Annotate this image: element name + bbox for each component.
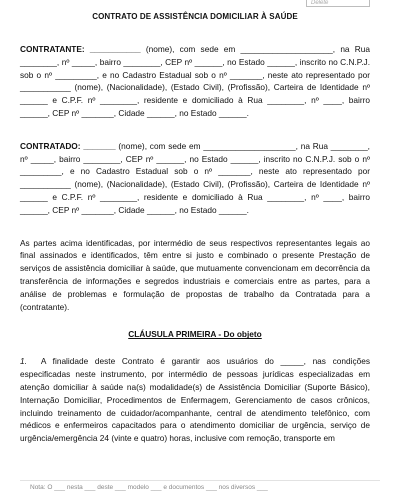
document-title: CONTRATO DE ASSISTÊNCIA DOMICILIAR À SAÚDE xyxy=(92,12,298,21)
preamble-paragraph: As partes acima identificadas, por intermédio de seus respectivos representantes legais ao final assinados e identificados, têm entre si justo e combinado o presente Prestação de serviços de assistência domiciliar à saúde, que mutuamente convencionam em decorrência da transferência de informações e segredos industriais e comerciais entre as partes, para a análise de problemas e formulação de propostas de trabalho da Contratada para a (contratante). xyxy=(20,237,370,312)
contratado-label: CONTRATADO: _______ xyxy=(20,140,116,151)
clause-title: CLÁUSULA PRIMEIRA - Do objeto xyxy=(128,329,262,340)
contratante-paragraph xyxy=(20,43,370,120)
delete-field[interactable]: Delete xyxy=(306,0,370,7)
clause-number: 1. xyxy=(20,356,27,367)
footer-divider xyxy=(20,480,380,481)
clause-1-paragraph xyxy=(20,355,370,445)
document-page xyxy=(20,12,370,445)
contratante-label: CONTRATANTE: ___________ xyxy=(20,44,141,54)
contratante-text: (nome), com sede em ____________________, na Rua ________, nº _____, bairro ________, CEP nº ______, no Estado ______, inscrito no C.N.P.J. sob o nº _________, e no Cadastro Estadual sob o nº _______, neste ato representado por ___________ (nome), (Nacionalidade), (Estado Civil), (Profissão), Carteira de Identidade nº ______ e C.P.F. nº ________, residente e domiciliado à Rua ________, nº ____, bairro ______, CEP nº _______, Cidade ______, no Estado ______. xyxy=(20,44,370,118)
contratado-text: (nome), com sede em ____________________, na Rua ________, nº _____, bairro ________, CEP nº ______, no Estado ______, inscrito no C.N.P.J. sob o nº _________, e no Cadastro Estadual sob o nº _______, neste ato representado por ___________ (nome), (Nacionalidade), (Estado Civil), (Profissão), Carteira de Identidade nº ______ e C.P.F. nº ________, residente e domiciliado à Rua ________, nº ____, bairro ______, CEP nº _______, Cidade ______, no Estado ______. xyxy=(20,140,370,215)
clause-1-text: A finalidade deste Contrato é garantir aos usuários do _____, nas condições especificadas neste instrumento, por intermédio de pessoas jurídicas especializadas em atenção domiciliar à saúde na(s) modalidade(s) de Assistência Domiciliar (Suporte Básico), Internação Domiciliar, Procedimentos de Enfermagem, Gerenciamento de casos crônicos, incluindo treinamento de cuidador/acompanhante, central de atendimento telefônico, com médicos e enfermeiros capacitados para o atendimento domiciliar de urgência, serviço de urgência/emergência 24 (vinte e quatro) horas, inclusive com remoção, transporte em xyxy=(20,356,370,444)
footer-note: Nota: O ___ nesta ___ deste ___ modelo ___ e documentos ___ nos diversos ___ xyxy=(30,484,268,491)
contratado-paragraph xyxy=(20,140,370,217)
